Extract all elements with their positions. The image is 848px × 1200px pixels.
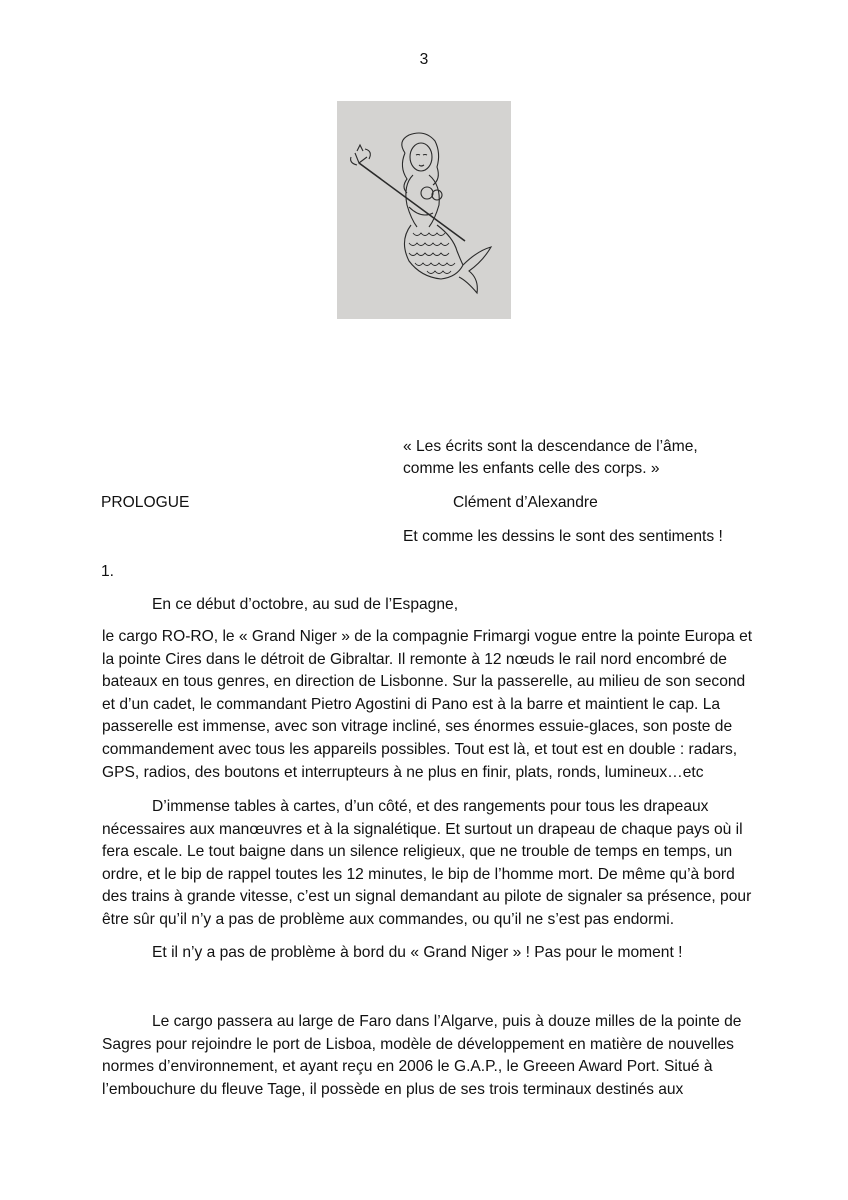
paragraph-4 <box>102 1011 752 1101</box>
epigraph-line-2: comme les enfants celle des corps. » <box>403 460 660 477</box>
paragraph-line: D’immense tables à cartes, d’un côté, et des rangements pour tous les drapeaux <box>152 798 709 815</box>
paragraph-2 <box>102 796 752 932</box>
paragraph-line: nécessaires aux manœuvres et à la signalétique. Et surtout un drapeau de chaque pays où il <box>102 820 743 838</box>
epigraph-addendum: Et comme les dessins le sont des sentiments ! <box>403 528 723 545</box>
epigraph-line-1: « Les écrits sont la descendance de l’âme, <box>403 438 698 455</box>
page-number: 3 <box>419 51 429 68</box>
paragraph-line: l’embouchure du fleuve Tage, il possède en plus de ses trois terminaux destinés aux <box>102 1080 684 1098</box>
paragraph-line: des trains à grande vitesse, c’est un signal demandant au pilote de signaler sa présence, pour <box>102 888 752 906</box>
paragraph-line: ordre, et le bip de rappel toutes les 12 minutes, le bip de l’homme mort. De même qu’à bord <box>102 865 735 883</box>
mermaid-illustration <box>337 101 511 319</box>
chapter-number: 1. <box>101 563 115 580</box>
paragraph-line: bateaux en tous genres, en direction de Lisbonne. Sur la passerelle, au milieu de son second <box>102 673 746 691</box>
paragraph-line: GPS, radios, des boutons et interrupteurs à ne plus en finir, plats, ronds, lumineux…etc <box>102 763 704 781</box>
paragraph-line: normes d’environnement, et ayant reçu en 2006 le G.A.P., le Greeen Award Port. Situé à <box>102 1058 713 1076</box>
opening-line: En ce début d’octobre, au sud de l’Espagne, <box>152 596 459 613</box>
paragraph-line: et d’un cadet, le commandant Pietro Agostini di Pano est à la barre et maintient le cap. La <box>102 695 721 713</box>
paragraph-3: Et il n’y a pas de problème à bord du « Grand Niger » ! Pas pour le moment ! <box>152 944 683 961</box>
paragraph-line: être sûr qu’il n’y a pas de problème aux commandes, ou qu’il ne s’est pas endormi. <box>102 910 675 928</box>
paragraph-line: la pointe Cires dans le détroit de Gibraltar. Il remonte à 12 nœuds le rail nord encombré de <box>102 650 727 668</box>
section-title: PROLOGUE <box>101 494 190 511</box>
paragraph-line: Le cargo passera au large de Faro dans l’Algarve, puis à douze milles de la pointe de <box>152 1013 742 1030</box>
paragraph-1 <box>102 626 752 784</box>
paragraph-line: le cargo RO-RO, le « Grand Niger » de la compagnie Frimargi vogue entre la pointe Europa et <box>102 628 753 645</box>
paragraph-line: passerelle est immense, avec son vitrage incliné, ses énormes essuie-glaces, son poste de <box>102 718 733 736</box>
paragraph-line: commandement avec tous les appareils possibles. Tout est là, et tout est en double : radars, <box>102 740 738 758</box>
paragraph-line: fera escale. Le tout baigne dans un silence religieux, que ne trouble de temps en temps, un <box>102 843 733 861</box>
paragraph-line: Sagres pour rejoindre le port de Lisboa, modèle de développement en matière de nouvelles <box>102 1035 734 1053</box>
epigraph-author: Clément d’Alexandre <box>453 494 598 511</box>
